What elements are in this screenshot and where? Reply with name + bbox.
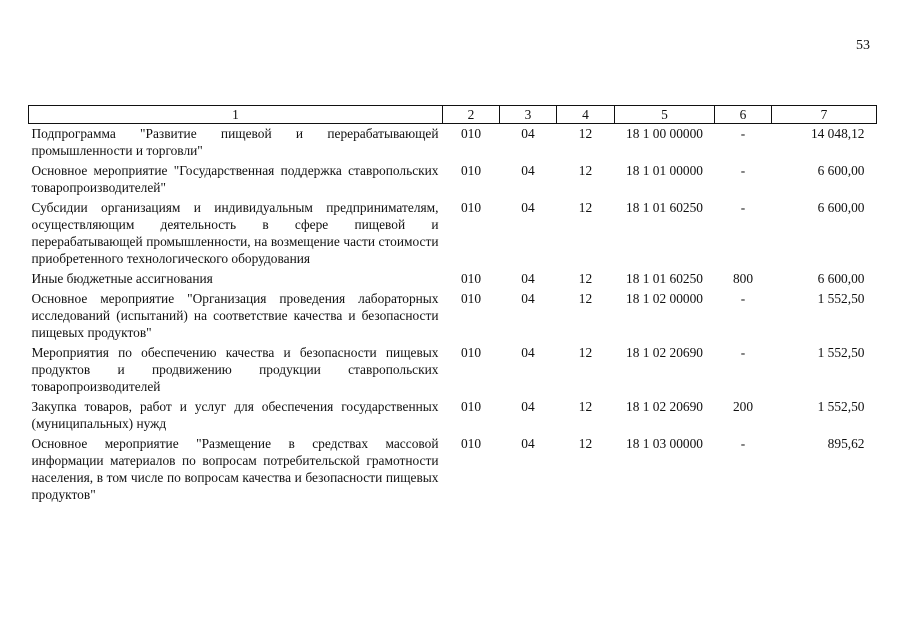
cell-expense-type: - (740, 436, 746, 451)
cell-expense-type: 200 (732, 399, 754, 414)
column-header: 7 (772, 106, 877, 124)
cell-target: 18 1 01 00000 (626, 163, 703, 178)
cell-expense-type: - (740, 200, 746, 215)
header-row (29, 106, 877, 124)
row-name: Закупка товаров, работ и услуг для обеспечения государственных (муниципальных) нужд (31, 399, 439, 431)
cell-amount: 6 600,00 (817, 163, 865, 178)
column-header: 1 (29, 106, 443, 124)
cell-section: 04 (521, 436, 535, 451)
column-header: 4 (557, 106, 615, 124)
cell-amount: 895,62 (827, 436, 865, 451)
cell-section: 04 (521, 345, 535, 360)
cell-amount: 6 600,00 (817, 200, 865, 215)
column-header: 6 (715, 106, 772, 124)
cell-subsection: 12 (578, 345, 593, 360)
cell-target: 18 1 02 20690 (626, 345, 703, 360)
cell-target: 18 1 01 60250 (626, 200, 703, 215)
cell-section: 04 (521, 271, 535, 286)
cell-target: 18 1 00 00000 (626, 126, 703, 141)
cell-code: 010 (460, 399, 482, 414)
cell-expense-type: 800 (732, 271, 754, 286)
cell-subsection: 12 (578, 126, 593, 141)
cell-subsection: 12 (578, 399, 593, 414)
cell-target: 18 1 02 20690 (626, 399, 703, 414)
cell-expense-type: - (740, 345, 746, 360)
cell-amount: 1 552,50 (817, 399, 865, 414)
row-name: Субсидии организациям и индивидуальным предпринимателям, осуществляющим деятельность в сфере пищевой и перерабатывающей промышленности, на возмещение части стоимости приобретенного технологического оборудования (31, 200, 439, 266)
table-row (29, 124, 877, 162)
cell-amount: 6 600,00 (817, 271, 865, 286)
cell-code: 010 (460, 271, 482, 286)
row-name: Основное мероприятие "Государственная поддержка ставропольских товаропроизводителей" (31, 163, 439, 195)
row-name: Подпрограмма "Развитие пищевой и перерабатывающей промышленности и торговли" (31, 126, 439, 158)
cell-amount: 1 552,50 (817, 291, 865, 306)
table-row (29, 269, 877, 289)
table-row (29, 397, 877, 434)
cell-amount: 14 048,12 (810, 126, 865, 141)
cell-target: 18 1 02 00000 (626, 291, 703, 306)
cell-code: 010 (460, 126, 482, 141)
cell-section: 04 (521, 399, 535, 414)
cell-subsection: 12 (578, 200, 593, 215)
cell-target: 18 1 03 00000 (626, 436, 703, 451)
cell-code: 010 (460, 163, 482, 178)
table-row (29, 161, 877, 198)
cell-subsection: 12 (578, 271, 593, 286)
cell-code: 010 (460, 200, 482, 215)
cell-section: 04 (521, 163, 535, 178)
cell-expense-type: - (740, 291, 746, 306)
page-number: 53 (856, 38, 870, 53)
cell-code: 010 (460, 436, 482, 451)
cell-section: 04 (521, 200, 535, 215)
cell-subsection: 12 (578, 436, 593, 451)
column-header: 5 (615, 106, 715, 124)
table-row (29, 434, 877, 505)
cell-subsection: 12 (578, 163, 593, 178)
table-row (29, 198, 877, 269)
cell-amount: 1 552,50 (817, 345, 865, 360)
column-header: 2 (443, 106, 500, 124)
column-header: 3 (500, 106, 557, 124)
cell-section: 04 (521, 291, 535, 306)
budget-table (28, 105, 877, 505)
row-name: Мероприятия по обеспечению качества и безопасности пищевых продуктов и продвижению продукции ставропольских товаропроизводителей (31, 345, 439, 394)
cell-target: 18 1 01 60250 (626, 271, 703, 286)
table-row (29, 289, 877, 343)
row-name: Основное мероприятие "Организация проведения лабораторных исследований (испытаний) на соответствие качества и безопасности пищевых продуктов" (31, 291, 439, 340)
cell-subsection: 12 (578, 291, 593, 306)
cell-section: 04 (521, 126, 535, 141)
cell-expense-type: - (740, 163, 746, 178)
cell-code: 010 (460, 291, 482, 306)
row-name: Иные бюджетные ассигнования (31, 271, 213, 286)
cell-expense-type: - (740, 126, 746, 141)
row-name: Основное мероприятие "Размещение в средствах массовой информации материалов по вопросам потребительской грамотности населения, в том числе по вопросам качества и безопасности пищевых продуктов" (31, 436, 439, 502)
cell-code: 010 (460, 345, 482, 360)
table-row (29, 343, 877, 397)
